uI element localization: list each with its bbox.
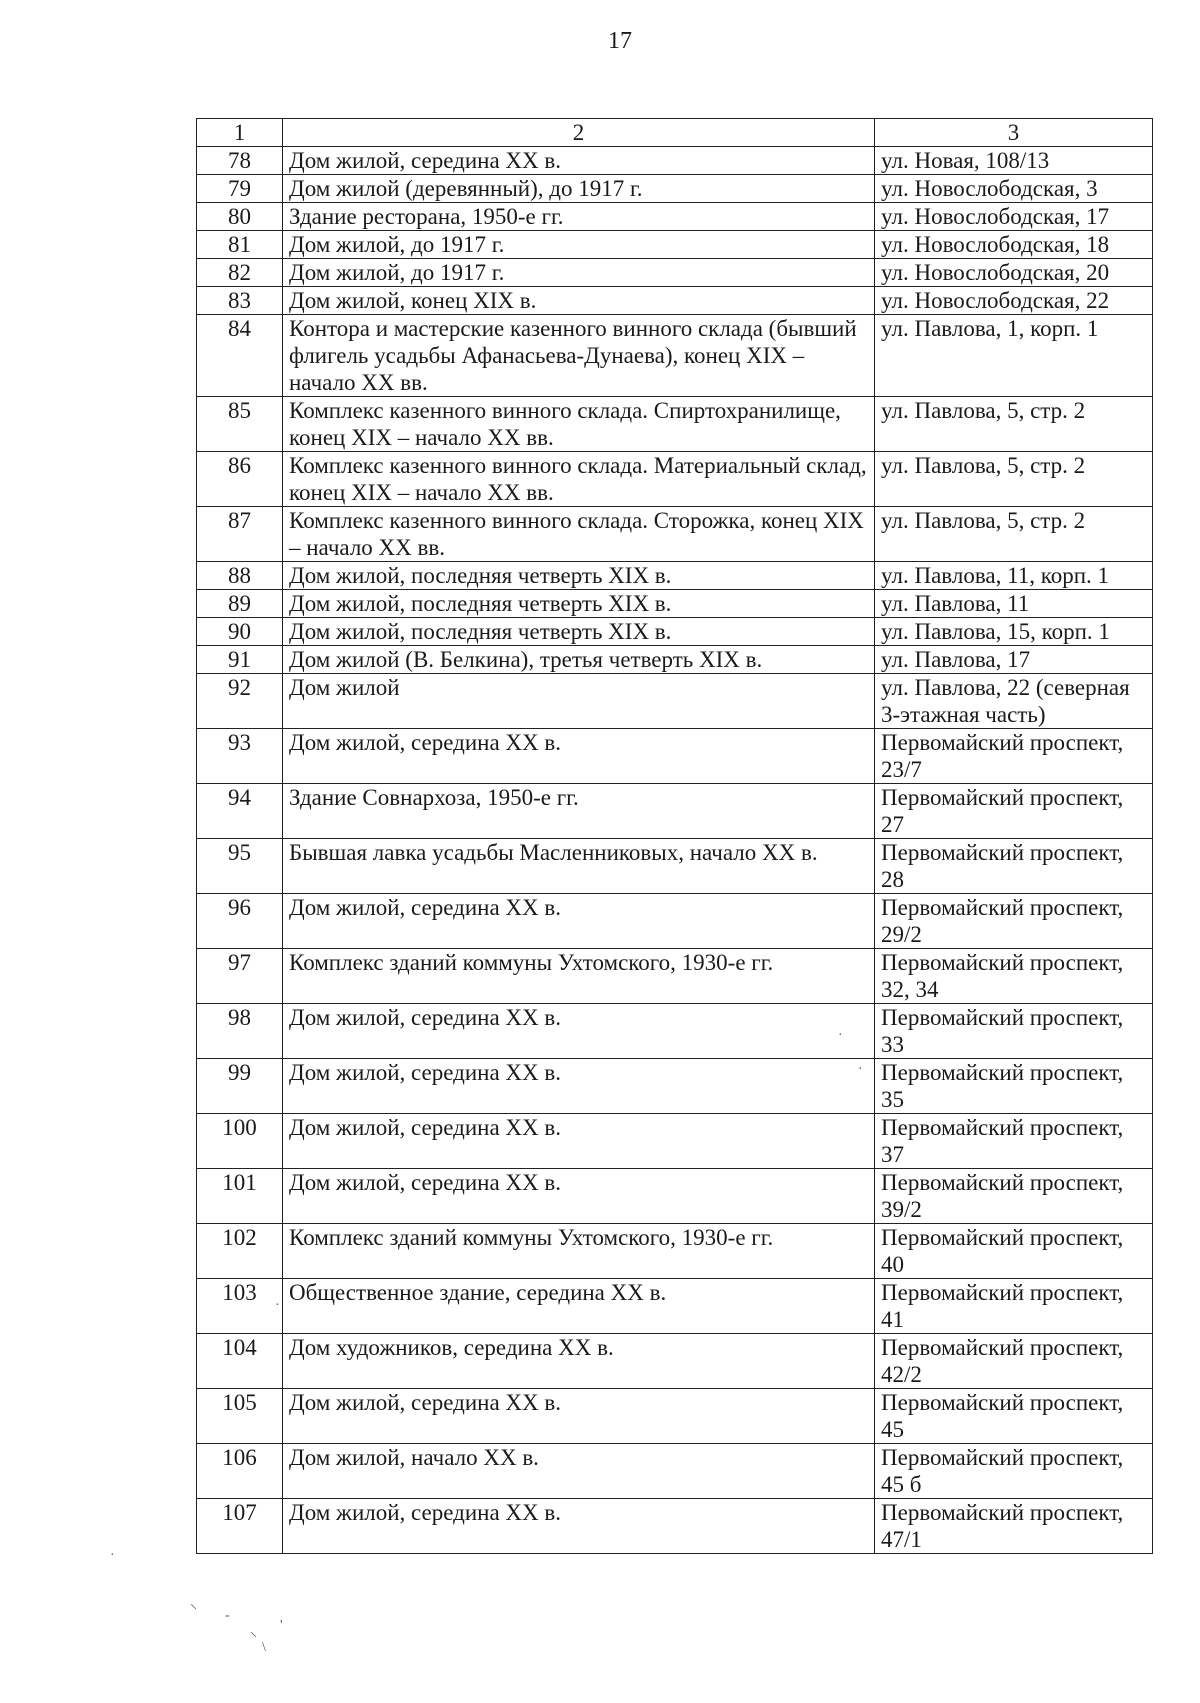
row-description: Дом жилой, до 1917 г.: [283, 259, 875, 287]
row-address: ул. Павлова, 22 (северная 3-этажная часть): [875, 674, 1153, 729]
row-address: Первомайский проспект, 33: [875, 1004, 1153, 1059]
row-description: Дом жилой (В. Белкина), третья четверть XIX в.: [283, 646, 875, 674]
table-row: [197, 1169, 1153, 1224]
row-address: Первомайский проспект, 37: [875, 1114, 1153, 1169]
row-number: 91: [197, 646, 283, 674]
row-address: Первомайский проспект, 42/2: [875, 1334, 1153, 1389]
row-description: Дом художников, середина XX в.: [283, 1334, 875, 1389]
row-address: Первомайский проспект, 35: [875, 1059, 1153, 1114]
scan-artifact: ·: [110, 1548, 115, 1563]
row-description: Дом жилой, последняя четверть XIX в.: [283, 618, 875, 646]
row-number: 82: [197, 259, 283, 287]
row-address: ул. Новослободская, 3: [875, 175, 1153, 203]
row-description: Контора и мастерские казенного винного склада (бывший флигель усадьбы Афанасьева-Дунаева), конец XIX – начало XX вв.: [283, 315, 875, 397]
row-description: Дом жилой, середина XX в.: [283, 1499, 875, 1554]
row-number: 86: [197, 452, 283, 507]
row-address: Первомайский проспект, 41: [875, 1279, 1153, 1334]
row-description: Дом жилой: [283, 674, 875, 729]
row-number: 85: [197, 397, 283, 452]
row-address: ул. Павлова, 17: [875, 646, 1153, 674]
row-address: Первомайский проспект, 28: [875, 839, 1153, 894]
row-number: 92: [197, 674, 283, 729]
row-description: Дом жилой, середина XX в.: [283, 729, 875, 784]
scan-artifact: ·: [838, 1028, 843, 1043]
row-address: Первомайский проспект, 27: [875, 784, 1153, 839]
row-number: 107: [197, 1499, 283, 1554]
table-row: [197, 618, 1153, 646]
row-description: Дом жилой (деревянный), до 1917 г.: [283, 175, 875, 203]
scan-artifact: ⸜: [250, 1625, 257, 1640]
scan-artifact: ': [280, 1618, 283, 1633]
table-row: [197, 1114, 1153, 1169]
row-description: Дом жилой, начало XX в.: [283, 1444, 875, 1499]
row-address: ул. Павлова, 11: [875, 590, 1153, 618]
scan-artifact: -: [225, 1608, 230, 1623]
table-row: [197, 1334, 1153, 1389]
header-col-1: 1: [197, 119, 283, 147]
row-number: 94: [197, 784, 283, 839]
row-description: Дом жилой, последняя четверть XIX в.: [283, 562, 875, 590]
header-col-3: 3: [875, 119, 1153, 147]
row-number: 99: [197, 1059, 283, 1114]
row-description: Дом жилой, последняя четверть XIX в.: [283, 590, 875, 618]
row-address: Первомайский проспект, 32, 34: [875, 949, 1153, 1004]
row-address: Первомайский проспект, 23/7: [875, 729, 1153, 784]
row-description: Комплекс казенного винного склада. Спиртохранилище, конец XIX – начало XX вв.: [283, 397, 875, 452]
row-number: 79: [197, 175, 283, 203]
table-row: [197, 1444, 1153, 1499]
row-number: 105: [197, 1389, 283, 1444]
scan-artifact: \: [262, 1640, 266, 1655]
heritage-objects-table: [196, 118, 1153, 1554]
row-description: Дом жилой, середина XX в.: [283, 1059, 875, 1114]
table-header-row: [197, 119, 1153, 147]
row-description: Комплекс зданий коммуны Ухтомского, 1930-е гг.: [283, 1224, 875, 1279]
row-number: 80: [197, 203, 283, 231]
row-number: 102: [197, 1224, 283, 1279]
table-row: [197, 203, 1153, 231]
row-address: ул. Павлова, 5, стр. 2: [875, 397, 1153, 452]
row-address: Первомайский проспект, 29/2: [875, 894, 1153, 949]
row-description: Дом жилой, середина XX в.: [283, 147, 875, 175]
row-number: 100: [197, 1114, 283, 1169]
table-row: [197, 175, 1153, 203]
row-description: Дом жилой, середина XX в.: [283, 894, 875, 949]
table-row: [197, 949, 1153, 1004]
table-row: [197, 507, 1153, 562]
table-row: [197, 147, 1153, 175]
row-number: 84: [197, 315, 283, 397]
row-number: 93: [197, 729, 283, 784]
table-row: [197, 452, 1153, 507]
table-row: [197, 1389, 1153, 1444]
row-address: ул. Павлова, 11, корп. 1: [875, 562, 1153, 590]
row-address: ул. Павлова, 15, корп. 1: [875, 618, 1153, 646]
row-description: Здание Совнархоза, 1950-е гг.: [283, 784, 875, 839]
row-number: 103: [197, 1279, 283, 1334]
table-row: [197, 784, 1153, 839]
table-row: [197, 674, 1153, 729]
table-row: [197, 894, 1153, 949]
row-address: Первомайский проспект, 45: [875, 1389, 1153, 1444]
page-number: 17: [608, 28, 632, 54]
row-number: 78: [197, 147, 283, 175]
row-description: Комплекс казенного винного склада. Материальный склад, конец XIX – начало XX вв.: [283, 452, 875, 507]
table-row: [197, 315, 1153, 397]
scan-artifact: ·: [275, 1298, 280, 1313]
row-address: ул. Павлова, 5, стр. 2: [875, 452, 1153, 507]
row-address: Первомайский проспект, 39/2: [875, 1169, 1153, 1224]
row-number: 104: [197, 1334, 283, 1389]
row-number: 96: [197, 894, 283, 949]
row-number: 95: [197, 839, 283, 894]
row-address: Первомайский проспект, 40: [875, 1224, 1153, 1279]
table-row: [197, 839, 1153, 894]
row-address: ул. Новая, 108/13: [875, 147, 1153, 175]
table-row: [197, 397, 1153, 452]
table-row: [197, 231, 1153, 259]
row-number: 89: [197, 590, 283, 618]
row-description: Дом жилой, конец XIX в.: [283, 287, 875, 315]
row-description: Общественное здание, середина XX в.: [283, 1279, 875, 1334]
table-row: [197, 1224, 1153, 1279]
table-row: [197, 562, 1153, 590]
header-col-2: 2: [283, 119, 875, 147]
row-description: Дом жилой, середина XX в.: [283, 1004, 875, 1059]
table-row: [197, 729, 1153, 784]
row-address: ул. Павлова, 5, стр. 2: [875, 507, 1153, 562]
row-number: 106: [197, 1444, 283, 1499]
row-number: 101: [197, 1169, 283, 1224]
row-description: Дом жилой, до 1917 г.: [283, 231, 875, 259]
row-address: ул. Новослободская, 18: [875, 231, 1153, 259]
table-row: [197, 1004, 1153, 1059]
row-number: 90: [197, 618, 283, 646]
table-row: [197, 1499, 1153, 1554]
row-address: ул. Новослободская, 17: [875, 203, 1153, 231]
row-number: 81: [197, 231, 283, 259]
row-description: Здание ресторана, 1950-е гг.: [283, 203, 875, 231]
row-description: Дом жилой, середина XX в.: [283, 1389, 875, 1444]
row-number: 97: [197, 949, 283, 1004]
table-row: [197, 259, 1153, 287]
table-row: [197, 287, 1153, 315]
row-description: Дом жилой, середина XX в.: [283, 1114, 875, 1169]
row-address: ул. Новослободская, 22: [875, 287, 1153, 315]
row-description: Бывшая лавка усадьбы Масленниковых, начало XX в.: [283, 839, 875, 894]
table-row: [197, 1279, 1153, 1334]
row-address: Первомайский проспект, 47/1: [875, 1499, 1153, 1554]
row-description: Комплекс зданий коммуны Ухтомского, 1930-е гг.: [283, 949, 875, 1004]
scan-artifact: ·: [858, 1062, 863, 1077]
row-number: 98: [197, 1004, 283, 1059]
row-address: Первомайский проспект, 45 б: [875, 1444, 1153, 1499]
row-description: Дом жилой, середина XX в.: [283, 1169, 875, 1224]
table-row: [197, 646, 1153, 674]
row-number: 88: [197, 562, 283, 590]
scan-artifact: ⸌: [190, 1603, 197, 1618]
row-number: 87: [197, 507, 283, 562]
row-description: Комплекс казенного винного склада. Сторожка, конец XIX – начало XX вв.: [283, 507, 875, 562]
row-number: 83: [197, 287, 283, 315]
row-address: ул. Новослободская, 20: [875, 259, 1153, 287]
table-row: [197, 1059, 1153, 1114]
row-address: ул. Павлова, 1, корп. 1: [875, 315, 1153, 397]
table-row: [197, 590, 1153, 618]
